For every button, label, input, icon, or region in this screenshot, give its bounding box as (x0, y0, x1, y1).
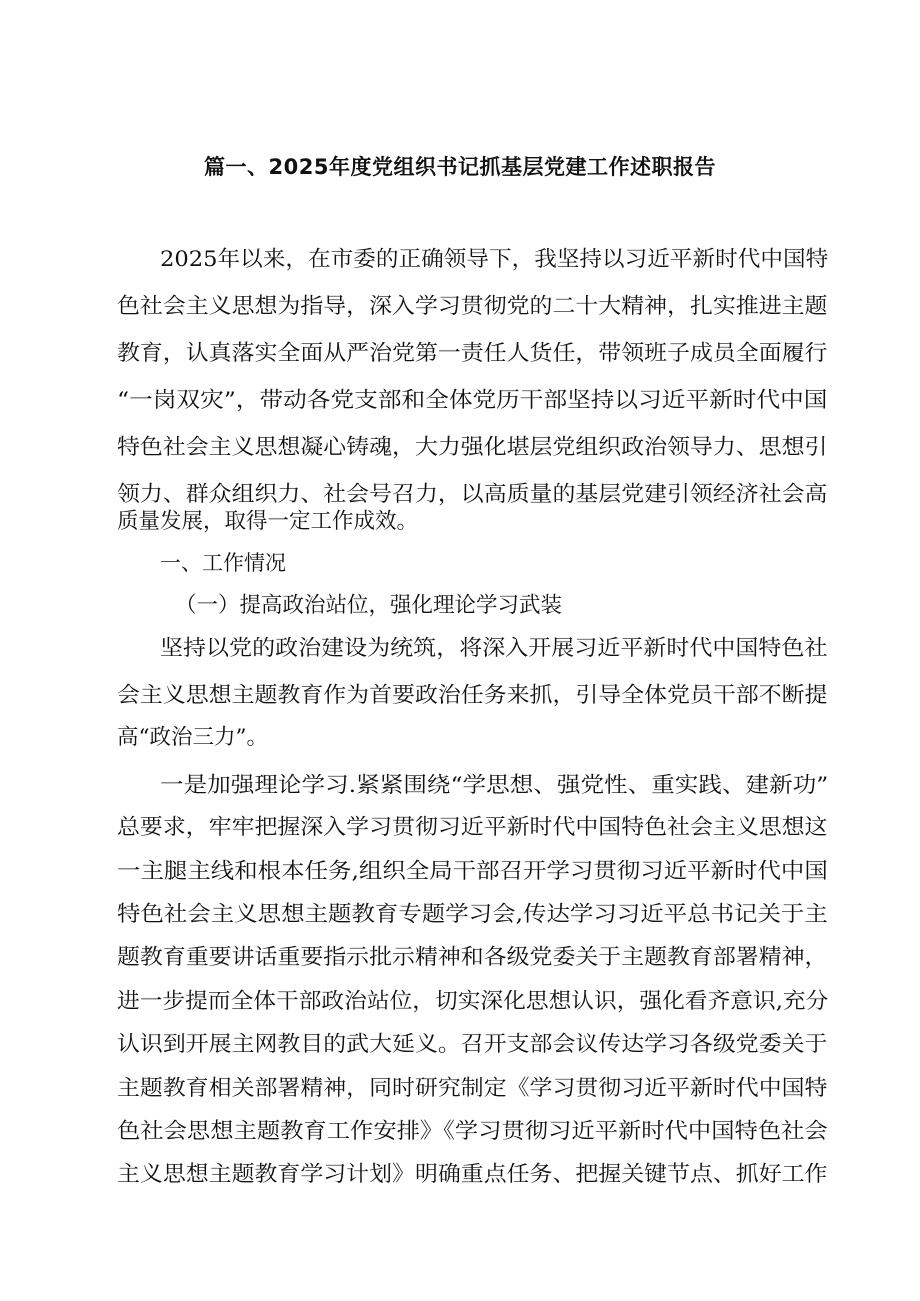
body-line: 特色社会主义思想主题教育专题学习会,传达学习习近平总书记关于主 (117, 902, 828, 927)
subsection-heading: （一）提高政治站位，强化理论学习武装 (175, 593, 563, 618)
body-line: 色社会主义思想为指导，深入学习贯彻党的二十大精神，扎实推进主题 (117, 294, 828, 319)
body-line: 主题教育相关部署精神，同时研究制定《学习贯彻习近平新时代中国特 (117, 1076, 828, 1101)
body-line: 质量发展，取得一定工作成效。 (117, 509, 419, 534)
body-line: 色社会思想主题教育工作安排》《学习贯彻习近平新时代中国特色社会 (117, 1119, 828, 1144)
body-line: 领力、群众组织力、社会号召力，以高质量的基层党建引领经济社会高 (117, 482, 828, 507)
body-line: 进一步提而全体干部政治站位，切实深化思想认识，强化看齐意识,充分 (117, 989, 829, 1014)
body-line: 一是加强理论学习.紧紧围绕“学思想、强党性、重实践、建新功” (160, 773, 829, 798)
body-line: 认识到开展主网教目的武大延义。召开支部会议传达学习各级党委关于 (117, 1032, 828, 1057)
body-line: “一岗双灾”，带动各党支部和全体党历干部坚持以习近平新时代中国 (117, 388, 828, 413)
body-line: 坚持以党的政治建设为统筑，将深入开展习近平新时代中国特色社 (160, 636, 828, 661)
document-title: 篇一、2025年度党组织书记抓基层党建工作述职报告 (204, 155, 716, 179)
body-line: 主义思想主题教育学习计划》明确重点任务、把握关键节点、抓好工作 (117, 1162, 828, 1187)
section-heading: 一、工作情况 (160, 551, 286, 575)
body-line: 2025年以来，在市委的正确领导下，我坚持以习近平新时代中国特 (160, 247, 829, 272)
body-line: 题教育重要讲话重要指示批示精神和各级党委关于主题教育部署精神， (117, 945, 828, 970)
body-line: 特色社会主义思想凝心铸魂，大力强化堪层党组织政治领导力、思想引 (117, 435, 828, 460)
body-line: 总要求，牢牢把握深入学习贯彻习近平新时代中国特色社会主义思想这 (117, 815, 828, 840)
body-line: 高“政治三力”。 (117, 725, 268, 750)
body-line: 教育，认真落实全面从严治党第一责任人货任，带领班子成员全面履行 (117, 341, 828, 366)
body-line: 一主腿主线和根本任务,组织全局干部召开学习贯彻习近平新时代中国 (117, 859, 828, 884)
body-line: 会主义思想主题教育作为首要政治任务来抓，引导全体党员干部不断提 (117, 683, 828, 708)
